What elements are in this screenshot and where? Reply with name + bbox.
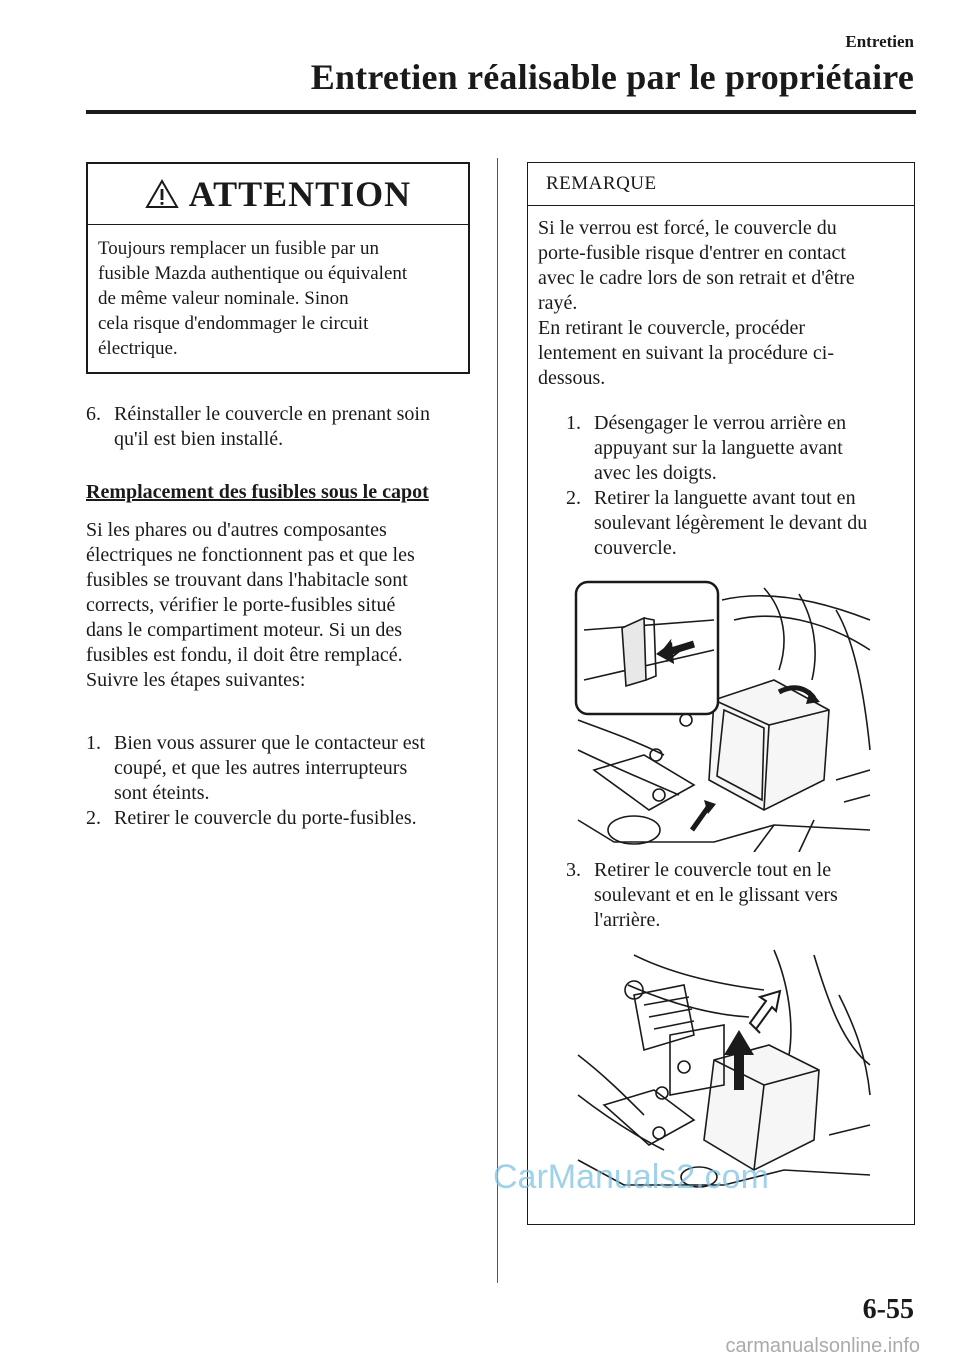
step-line: Retirer la languette avant tout en <box>594 487 856 509</box>
note-line: rayé. <box>538 292 578 314</box>
attention-line: électrique. <box>98 338 178 359</box>
step-number: 1. <box>566 412 581 434</box>
step-line: appuyant sur la languette avant <box>594 437 843 459</box>
section-heading: Remplacement des fusibles sous le capot <box>86 481 429 503</box>
note-line: dessous. <box>538 367 606 389</box>
note-step-3 <box>566 858 906 933</box>
intro-paragraph <box>86 518 486 693</box>
step-line: soulevant et en le glissant vers <box>594 884 838 906</box>
attention-text <box>88 225 468 361</box>
attention-line: Toujours remplacer un fusible par un <box>98 238 379 259</box>
step-line: soulevant légèrement le devant du <box>594 512 868 534</box>
paragraph-line: Si les phares ou d'autres composantes <box>86 519 387 541</box>
note-line: lentement en suivant la procédure ci- <box>538 342 834 364</box>
column-divider <box>497 158 498 1283</box>
step-number: 2. <box>566 487 581 509</box>
step-number: 3. <box>566 859 581 881</box>
procedure-steps <box>86 731 486 831</box>
step-number: 6. <box>86 403 101 425</box>
step-line: Réinstaller le couvercle en prenant soin <box>114 403 430 425</box>
latch-inset <box>576 582 718 714</box>
note-line: Si le verrou est forcé, le couvercle du <box>538 217 837 239</box>
attention-header <box>88 164 468 225</box>
step-line: Bien vous assurer que le contacteur est <box>114 732 426 754</box>
note-text <box>528 206 914 391</box>
step-number: 1. <box>86 732 101 754</box>
step-line: coupé, et que les autres interrupteurs <box>114 757 408 779</box>
attention-line: fusible Mazda authentique ou équivalent <box>98 263 408 284</box>
step-6 <box>86 402 486 452</box>
section-label: Entretien <box>845 32 914 51</box>
step-number: 2. <box>86 807 101 829</box>
paragraph-line: fusibles est fondu, il doit être remplacé. <box>86 644 403 666</box>
step-line: sont éteints. <box>114 782 210 804</box>
note-line: porte-fusible risque d'entrer en contact <box>538 242 846 264</box>
diagonal-arrow-icon <box>750 991 780 1033</box>
arrow-icon <box>692 800 716 830</box>
footer-site-link[interactable]: carmanualsonline.info <box>725 1335 920 1357</box>
attention-box <box>86 162 470 374</box>
step-line: avec les doigts. <box>594 462 717 484</box>
note-line: En retirant le couvercle, procéder <box>538 317 806 339</box>
paragraph-line: dans le compartiment moteur. Si un des <box>86 619 403 641</box>
watermark: CarManuals2.com <box>493 1158 769 1196</box>
step-line: Retirer le couvercle du porte-fusibles. <box>114 807 417 829</box>
note-line: avec le cadre lors de son retrait et d'être <box>538 267 855 289</box>
page-title: Entretien réalisable par le propriétaire <box>310 57 914 97</box>
paragraph-line: fusibles se trouvant dans l'habitacle sont <box>86 569 408 591</box>
attention-title: ATTENTION <box>188 174 412 214</box>
page-number: 6-55 <box>862 1294 914 1325</box>
warning-icon <box>145 179 179 209</box>
step-line: couvercle. <box>594 537 677 559</box>
attention-line: de même valeur nominale. Sinon <box>98 288 349 309</box>
step-line: Retirer le couvercle tout en le <box>594 859 832 881</box>
fuse-cover-latch-illustration <box>574 580 874 852</box>
paragraph-line: corrects, vérifier le porte-fusibles situé <box>86 594 396 616</box>
attention-line: cela risque d'endommager le circuit <box>98 313 369 334</box>
header-rule <box>86 110 916 114</box>
paragraph-line: électriques ne fonctionnent pas et que les <box>86 544 415 566</box>
note-steps-1-2 <box>566 411 906 561</box>
step-line: l'arrière. <box>594 909 661 931</box>
paragraph-line: Suivre les étapes suivantes: <box>86 669 306 691</box>
note-title: REMARQUE <box>528 163 914 206</box>
step-line: Désengager le verrou arrière en <box>594 412 847 434</box>
step-line: qu'il est bien installé. <box>114 428 284 450</box>
